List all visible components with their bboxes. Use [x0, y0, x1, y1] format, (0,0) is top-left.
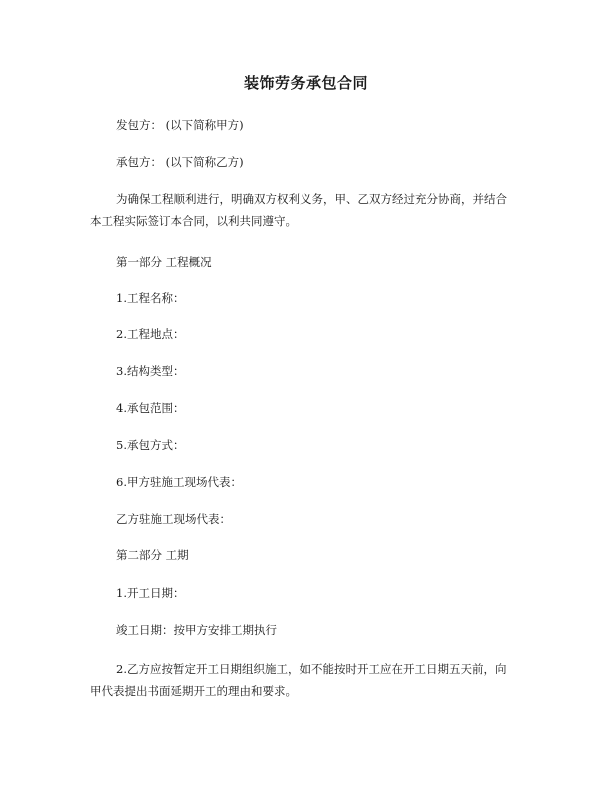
- party-a-line: 发包方： (以下简称甲方): [116, 118, 244, 132]
- preamble-line-2: 本工程实际签订本合同，以利共同遵守。: [90, 214, 297, 228]
- part1-item-scope: 4.承包范围：: [116, 401, 185, 415]
- part1-item-project-location: 2.工程地点：: [116, 327, 185, 341]
- part2-heading: 第二部分 工期: [116, 548, 189, 562]
- part1-item-project-name: 1.工程名称：: [116, 291, 185, 305]
- part1-item-party-b-rep: 乙方驻施工现场代表：: [116, 512, 231, 526]
- preamble-line-1: 为确保工程顺利进行，明确双方权利义务，甲、乙双方经过充分协商，并结合: [116, 192, 507, 206]
- part2-completion-date: 竣工日期：按甲方安排工期执行: [116, 623, 277, 637]
- document-title: 装饰劳务承包合同: [243, 74, 368, 92]
- part1-heading: 第一部分 工程概况: [116, 255, 212, 269]
- part1-item-method: 5.承包方式：: [116, 438, 185, 452]
- part2-clause2-line-2: 甲代表提出书面延期开工的理由和要求。: [90, 684, 297, 698]
- part2-start-date: 1.开工日期：: [116, 586, 185, 600]
- part1-item-party-a-rep: 6.甲方驻施工现场代表：: [116, 475, 242, 489]
- part2-clause2-line-1: 2.乙方应按暂定开工日期组织施工，如不能按时开工应在开工日期五天前，向: [116, 662, 507, 676]
- party-b-line: 承包方： (以下简称乙方): [116, 155, 244, 169]
- part1-item-structure-type: 3.结构类型：: [116, 364, 185, 378]
